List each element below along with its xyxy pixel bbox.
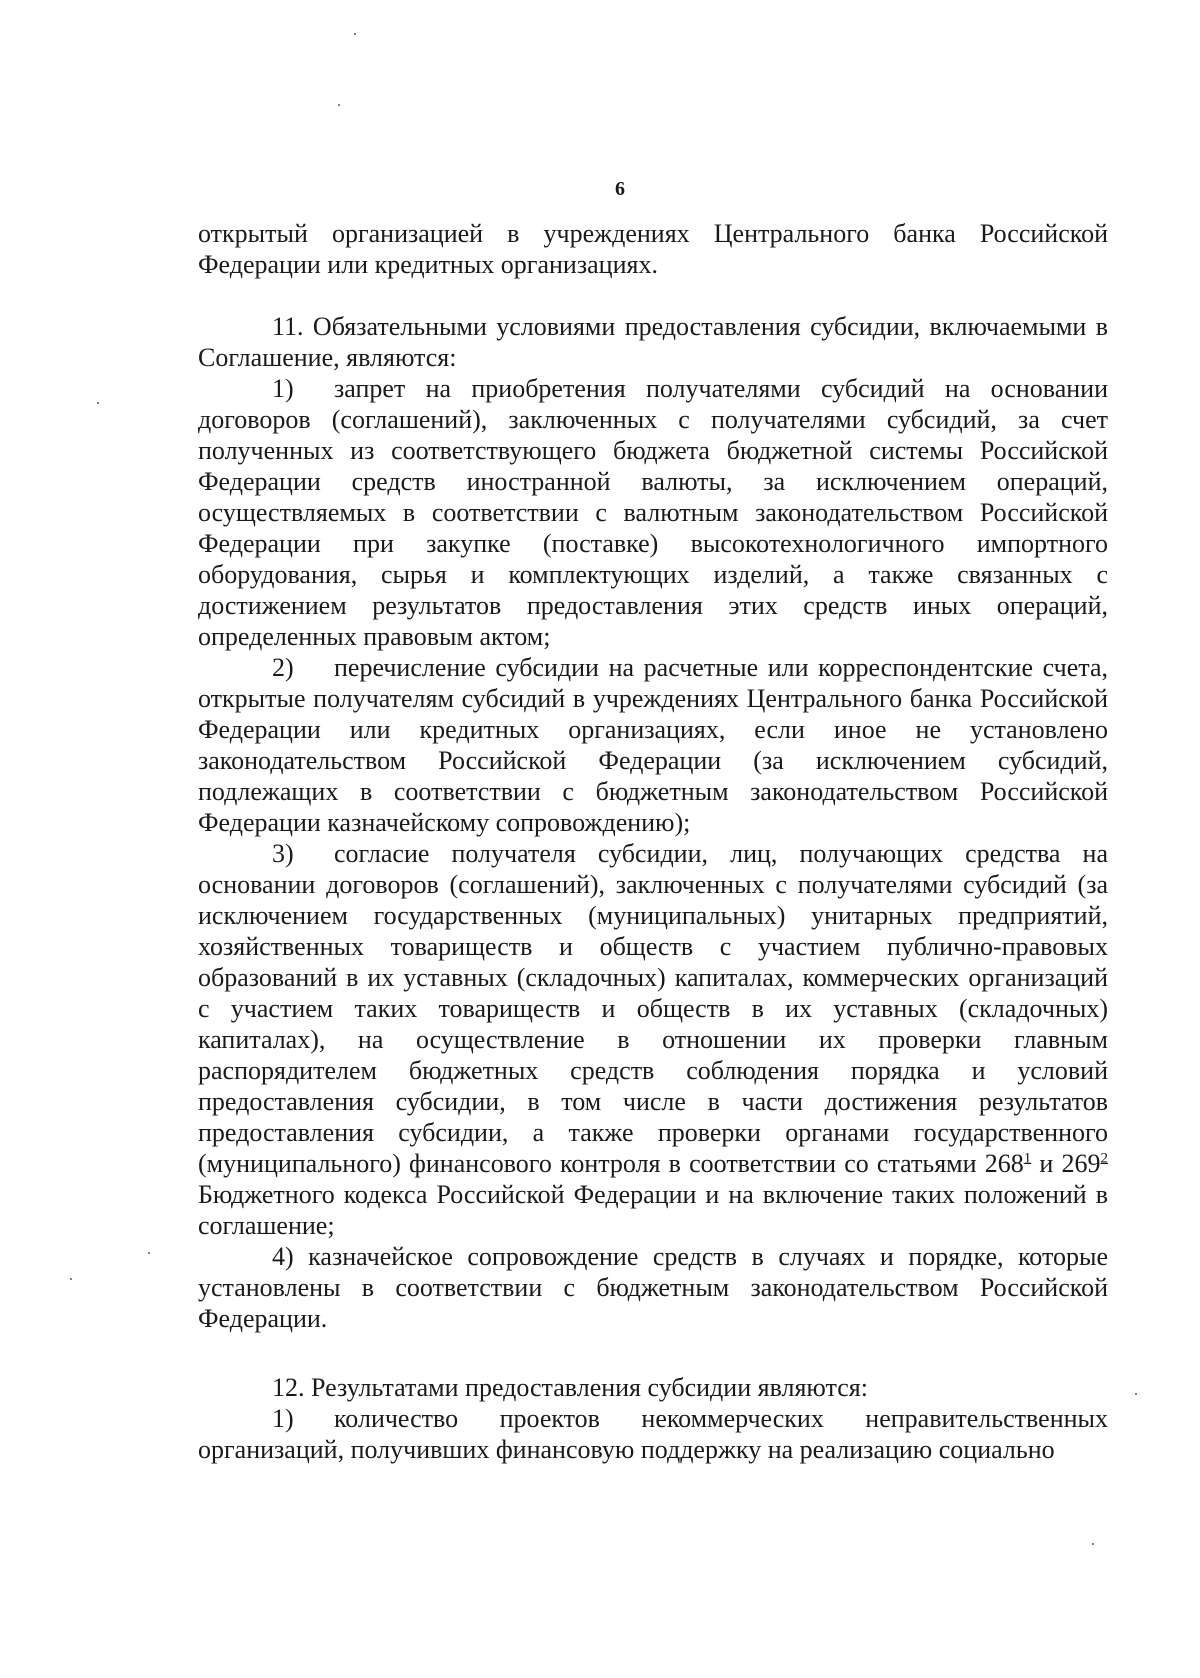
scan-speck (354, 33, 356, 35)
article-ref-268: 268 (984, 1149, 1024, 1178)
list-item-text: запрет на приобретения получателями субсидий на основании договоров (соглашений), заключенных с получателями субсидий, за счет полученных из соответствующего бюджета бюджетной системы Российской Федерации средств иностранной валюты, за исключением операций, осуществляемых в соответствии с валютным законодательством Российской Федерации при закупке (поставке) высокотехнологичного импортного оборудования, сырья и комплектующих изделий, а также связанных с достижением результатов предоставления этих средств иных операций, определенных правовым актом; (198, 374, 1108, 651)
list-number: 1) (272, 1404, 294, 1433)
scan-speck (70, 1278, 72, 1280)
clause-12-intro: 12. Результатами предоставления субсидии являются: (272, 1373, 868, 1402)
list-number: 1) (272, 374, 294, 403)
scan-speck (1092, 1543, 1094, 1545)
list-item-text: согласие получателя субсидии, лиц, получающих средства на основании договоров (соглашений), заключенных с получателями субсидий (за исключением государственных (муниципальных) унитарных предприятий, хозяйственных товариществ и обществ с участием публично-правовых образований в их уставных (складочных) капиталах, коммерческих организаций с участием таких товариществ и обществ в их уставных (складочных) капиталах), на осуществление в отношении их проверки главным распорядителем бюджетных средств соблюдения порядка и условий предоставления субсидии, в том числе в части достижения результатов предоставления субсидии, а также проверки органами государственного (муниципального) финансового контроля в соответствии со статьями (198, 839, 1108, 1178)
clause-11-item-1 (198, 373, 1108, 652)
list-item-text: перечисление субсидии на расчетные или корреспондентские счета, открытые получателям субсидий в учреждениях Центрального банка Российской Федерации или кредитных организациях, если иное не установлено законодательством Российской Федерации (за исключением субсидий, подлежащих в соответствии с бюджетным законодательством Российской Федерации казначейскому сопровождению); (198, 653, 1108, 837)
conjunction: и (1031, 1149, 1062, 1178)
scan-speck (148, 1252, 150, 1254)
clause-11-item-3 (198, 838, 1108, 1241)
list-item-text-end: Бюджетного кодекса Российской Федерации и на включение таких положений в соглашение; (198, 1180, 1108, 1240)
article-ref-269: 269 (1061, 1149, 1101, 1178)
scan-speck (1135, 1393, 1137, 1395)
clause-11-intro: 11. Обязательными условиями предоставления субсидии, включаемыми в Соглашение, являются: (198, 312, 1108, 372)
document-body (198, 218, 1108, 1465)
list-item-text: количество проектов некоммерческих неправительственных организаций, получивших финансовую поддержку на реализацию социально (198, 1404, 1108, 1464)
article-ref-268-sup: 1 (1023, 1150, 1032, 1167)
scan-speck (97, 402, 99, 404)
scan-speck (338, 104, 340, 106)
paragraph-continuation: открытый организацией в учреждениях Центрального банка Российской Федерации или кредитных организациях. (198, 219, 1108, 279)
clause-11-item-2 (198, 652, 1108, 838)
clause-11-item-4: 4) казначейское сопровождение средств в случаях и порядке, которые установлены в соответствии с бюджетным законодательством Российской Федерации. (198, 1242, 1108, 1333)
article-ref-269-sup: 2 (1100, 1150, 1108, 1167)
list-number: 2) (272, 653, 294, 682)
clause-12-item-1 (198, 1403, 1108, 1465)
page-number: 6 (615, 178, 625, 200)
list-number: 3) (272, 839, 294, 868)
